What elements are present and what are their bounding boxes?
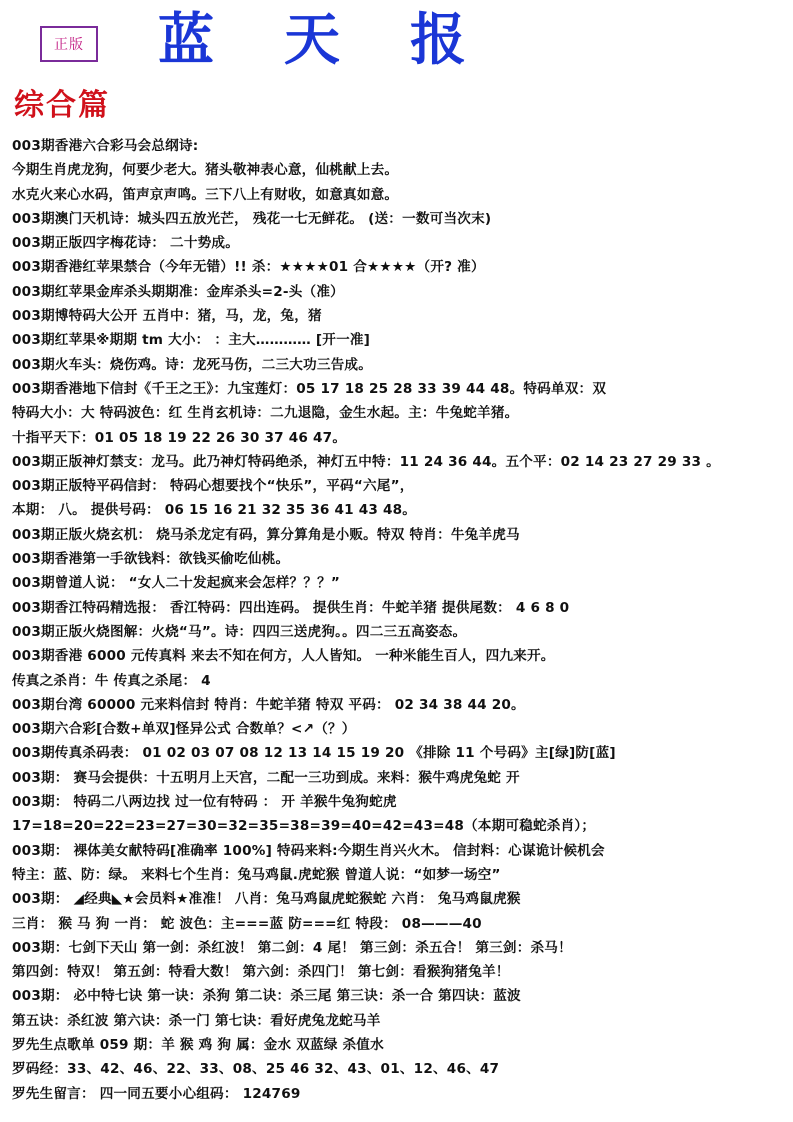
text-line: 003期正版特平码信封： 特码心想要找个“快乐”，平码“六尾”， (12, 478, 414, 495)
masthead-char-2: 天 (284, 7, 340, 73)
text-line: 003期火车头：烧伤鸡。诗：龙死马伤，二三大功三告成。 (12, 356, 373, 373)
masthead-char-3: 报 (410, 7, 466, 73)
text-line: 003期红苹果※期期 tm 大小： ：主大………… [开一准] (12, 332, 371, 349)
text-line: 003期曾道人说： “女人二十发起疯来会怎样？？？” (12, 575, 341, 592)
text-line: 003期香港红苹果禁合（今年无错）!! 杀：★★★★01 合★★★★（开? 准） (12, 259, 485, 276)
text-line: 003期六合彩[合数+单双]怪异公式 合数单？<↗（？） (12, 721, 356, 738)
text-line: 003期红苹果金库杀头期期准：金库杀头=2-头（准） (12, 283, 344, 300)
text-line: 003期博特码大公开 五肖中：猪，马，龙，兔，猪 (12, 308, 322, 325)
text-line: 17=18=20=22=23=27=30=32=35=38=39=40=42=43=48（本期可稳蛇杀肖）； (12, 818, 596, 835)
newspaper-masthead (158, 4, 466, 76)
text-line: 003期香港第一手欲钱料：欲钱买偷吃仙桃。 (12, 551, 290, 568)
text-line: 003期： 赛马会提供：十五明月上天宫，二配一三功到成。来料：猴牛鸡虎兔蛇 开 (12, 769, 520, 786)
text-line: 特主：蓝、防：绿。 来料七个生肖：兔马鸡鼠.虎蛇猴 曾道人说：“如梦一场空” (12, 866, 501, 883)
text-line: 十指平天下：01 05 18 19 22 26 30 37 46 47。 (12, 429, 347, 446)
text-line: 第五诀：杀红波 第六诀：杀一门 第七诀：看好虎兔龙蛇马羊 (12, 1012, 381, 1029)
text-line: 003期澳门天机诗：城头四五放光芒， 残花一七无鲜花。 (送：一数可当次末) (12, 210, 492, 227)
text-line: 003期台湾 60000 元来料信封 特肖：牛蛇羊猪 特双 平码： 02 34 38 44 20。 (12, 696, 525, 713)
text-line: 003期： ◢经典◣★会员料★准准！ 八肖：兔马鸡鼠虎蛇猴蛇 六肖： 兔马鸡鼠虎猴 (12, 891, 521, 908)
text-line: 三肖： 猴 马 狗 一肖： 蛇 波色：主===蓝 防===红 特段： 08———40 (12, 915, 482, 932)
text-line: 罗先生点歌单 059 期：羊 猴 鸡 狗 属：金水 双蓝绿 杀值水 (12, 1036, 384, 1053)
text-line: 罗码经：33、42、46、22、33、08、25 46 32、43、01、12、46、47 (12, 1061, 500, 1078)
text-line: 003期正版火烧图解：火烧“马”。诗：四四三送虎狗。。四二三五高姿态。 (12, 623, 467, 640)
edition-badge: 正版 (40, 26, 98, 62)
text-line: 003期香港地下信封《千王之王》：九宝莲灯：05 17 18 25 28 33 39 44 48。特码单双：双 (12, 380, 607, 397)
section-title: 综合篇 (14, 88, 110, 123)
text-line: 003期： 裸体美女献特码[准确率 100%] 特码来料:今期生肖兴火木。 信封料：心谋诡计候机会 (12, 842, 605, 859)
text-line: 本期： 八。 提供号码： 06 15 16 21 32 35 36 41 43 48。 (12, 502, 417, 519)
text-line: 第四剑：特双！ 第五剑：特看大数！ 第六剑：杀四门！ 第七剑：看猴狗猪兔羊！ (12, 964, 510, 981)
text-line: 003期正版神灯禁支：龙马。此乃神灯特码绝杀，神灯五中特：11 24 36 44。五个平：02 14 23 27 29 33 。 (12, 453, 720, 470)
text-line: 特码大小：大 特码波色：红 生肖玄机诗：二九退隐，金生水起。主：牛兔蛇羊猪。 (12, 405, 519, 422)
text-line: 003期正版四字梅花诗： 二十势成。 (12, 235, 240, 252)
text-line: 003期： 特码二八两边找 过一位有特码 ： 开 羊猴牛兔狗蛇虎 (12, 794, 397, 811)
masthead-char-1: 蓝 (158, 7, 214, 73)
text-line: 003期正版火烧玄机： 烧马杀龙定有码，算分算角是小贩。特双 特肖：牛兔羊虎马 (12, 526, 520, 543)
text-line: 003期香江特码精选报： 香江特码：四出连码。 提供生肖：牛蛇羊猪 提供尾数： 4 6 8 0 (12, 599, 570, 616)
text-body (12, 134, 787, 1106)
text-line: 水克火来心水码，笛声京声鸣。三下八上有财收，如意真如意。 (12, 186, 399, 203)
text-line: 今期生肖虎龙狗，何要少老大。猪头敬神表心意，仙桃献上去。 (12, 162, 399, 179)
text-line: 003期香港 6000 元传真料 来去不知在何方，人人皆知。 一种米能生百人，四九来开。 (12, 648, 555, 665)
text-line: 003期：七剑下天山 第一剑：杀红波！ 第二剑：4 尾！ 第三剑：杀五合！ 第三剑：杀马！ (12, 939, 572, 956)
text-line: 传真之杀肖：牛 传真之杀尾： 4 (12, 672, 211, 689)
text-line: 003期传真杀码表： 01 02 03 07 08 12 13 14 15 19 20 《排除 11 个号码》主[绿]防[蓝] (12, 745, 616, 762)
text-line: 003期： 必中特七诀 第一诀：杀狗 第二诀：杀三尾 第三诀：杀一合 第四诀：蓝波 (12, 988, 521, 1005)
text-line: 003期香港六合彩马会总纲诗: (12, 138, 199, 154)
text-line: 罗先生留言： 四一同五要小心组码： 124769 (12, 1085, 301, 1102)
